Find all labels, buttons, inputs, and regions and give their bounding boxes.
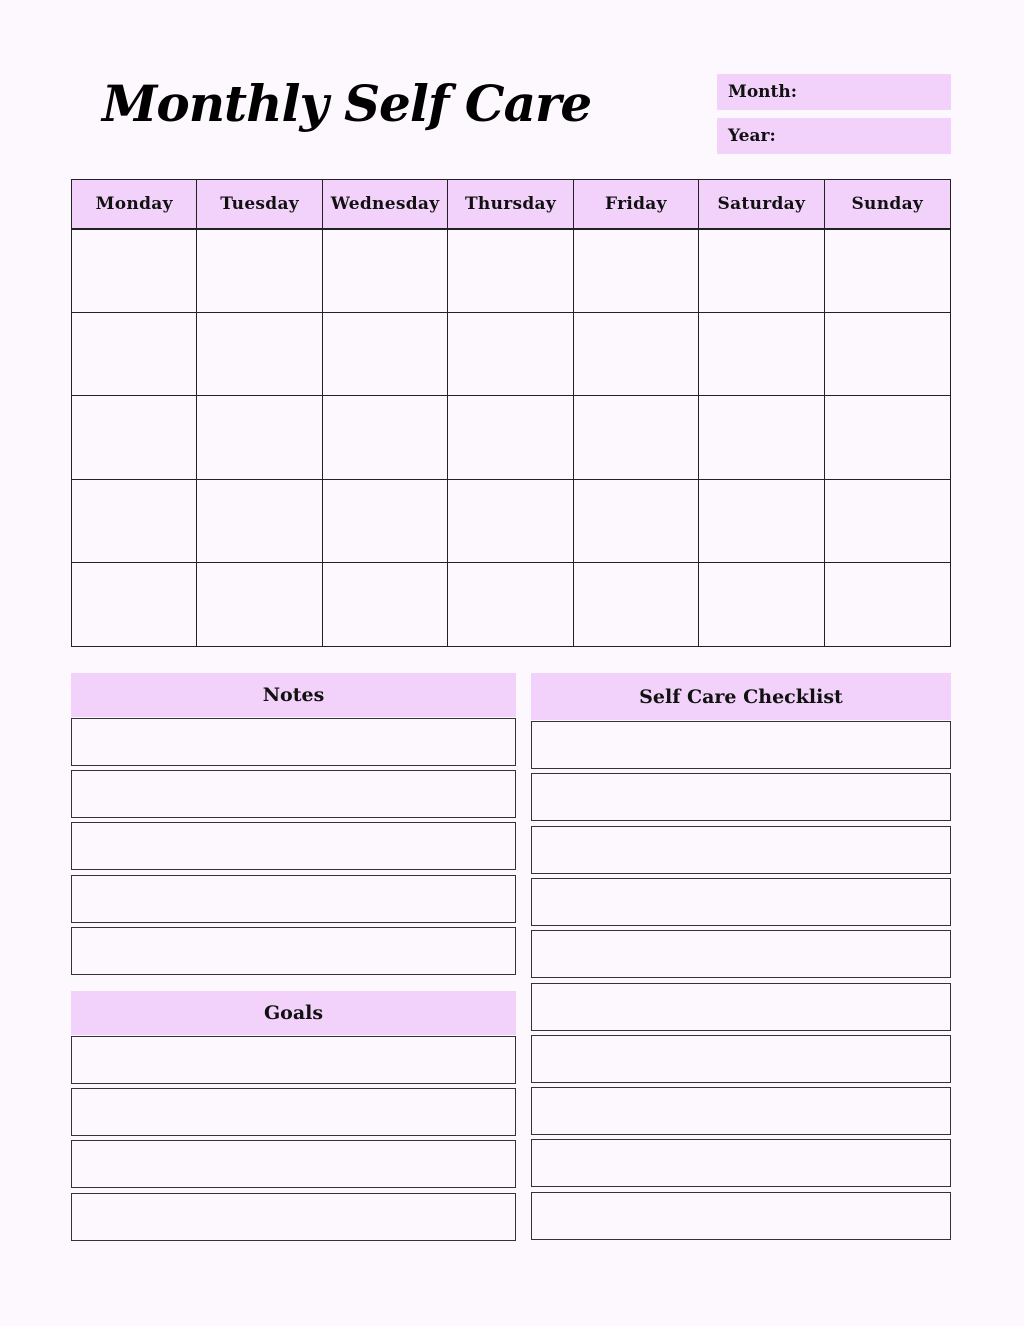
calendar-cell[interactable] (323, 480, 448, 563)
calendar-cell[interactable] (197, 480, 322, 563)
checklist-line[interactable] (531, 983, 951, 1031)
notes-line[interactable] (71, 927, 516, 975)
checklist-line[interactable] (531, 826, 951, 874)
goals-line[interactable] (71, 1036, 516, 1084)
checklist-line[interactable] (531, 773, 951, 821)
calendar-cell[interactable] (574, 230, 699, 313)
calendar-cell[interactable] (72, 480, 197, 563)
notes-line[interactable] (71, 718, 516, 766)
calendar-cell[interactable] (197, 563, 322, 646)
checklist-line[interactable] (531, 878, 951, 926)
checklist-line[interactable] (531, 1087, 951, 1135)
calendar-cell[interactable] (574, 313, 699, 396)
calendar-cell[interactable] (699, 230, 824, 313)
notes-line[interactable] (71, 770, 516, 818)
calendar-cell[interactable] (72, 313, 197, 396)
calendar-cell[interactable] (825, 480, 950, 563)
day-header-friday: Friday (574, 180, 699, 230)
month-label: Month: (728, 82, 798, 102)
calendar-cell[interactable] (574, 396, 699, 479)
calendar-cell[interactable] (197, 396, 322, 479)
calendar-cell[interactable] (448, 230, 573, 313)
checklist-line[interactable] (531, 721, 951, 769)
calendar-cell[interactable] (72, 396, 197, 479)
notes-line[interactable] (71, 875, 516, 923)
goals-line[interactable] (71, 1193, 516, 1241)
calendar-cell[interactable] (323, 230, 448, 313)
calendar-cell[interactable] (197, 313, 322, 396)
page-title: Monthly Self Care (102, 74, 592, 133)
calendar-cell[interactable] (825, 396, 950, 479)
calendar-cell[interactable] (72, 563, 197, 646)
calendar-cell[interactable] (699, 396, 824, 479)
calendar-cell[interactable] (323, 396, 448, 479)
day-header-monday: Monday (72, 180, 197, 230)
day-header-tuesday: Tuesday (197, 180, 322, 230)
calendar-cell[interactable] (699, 480, 824, 563)
calendar-cell[interactable] (448, 563, 573, 646)
notes-title: Notes (262, 684, 325, 706)
notes-line[interactable] (71, 822, 516, 870)
calendar-cell[interactable] (574, 480, 699, 563)
checklist-header (531, 673, 951, 720)
calendar-cell[interactable] (72, 230, 197, 313)
calendar-cell[interactable] (323, 313, 448, 396)
goals-header (71, 991, 516, 1035)
calendar-grid (71, 179, 951, 647)
year-field[interactable] (717, 118, 951, 154)
checklist-title: Self Care Checklist (639, 685, 843, 708)
day-header-sunday: Sunday (825, 180, 950, 230)
calendar-cell[interactable] (825, 563, 950, 646)
calendar-cell[interactable] (825, 313, 950, 396)
month-field[interactable] (717, 74, 951, 110)
calendar-cell[interactable] (448, 480, 573, 563)
year-label: Year: (728, 126, 776, 146)
calendar-cell[interactable] (699, 313, 824, 396)
calendar-cell[interactable] (448, 313, 573, 396)
goals-line[interactable] (71, 1088, 516, 1136)
goals-title: Goals (263, 1002, 324, 1024)
checklist-line[interactable] (531, 1035, 951, 1083)
calendar-cell[interactable] (323, 563, 448, 646)
calendar-cell[interactable] (825, 230, 950, 313)
day-header-saturday: Saturday (699, 180, 824, 230)
checklist-line[interactable] (531, 1192, 951, 1240)
calendar-cell[interactable] (699, 563, 824, 646)
calendar-cell[interactable] (197, 230, 322, 313)
calendar-cell[interactable] (574, 563, 699, 646)
checklist-line[interactable] (531, 1139, 951, 1187)
calendar-cell[interactable] (448, 396, 573, 479)
notes-header (71, 673, 516, 717)
checklist-line[interactable] (531, 930, 951, 978)
goals-line[interactable] (71, 1140, 516, 1188)
day-header-thursday: Thursday (448, 180, 573, 230)
day-header-wednesday: Wednesday (323, 180, 448, 230)
